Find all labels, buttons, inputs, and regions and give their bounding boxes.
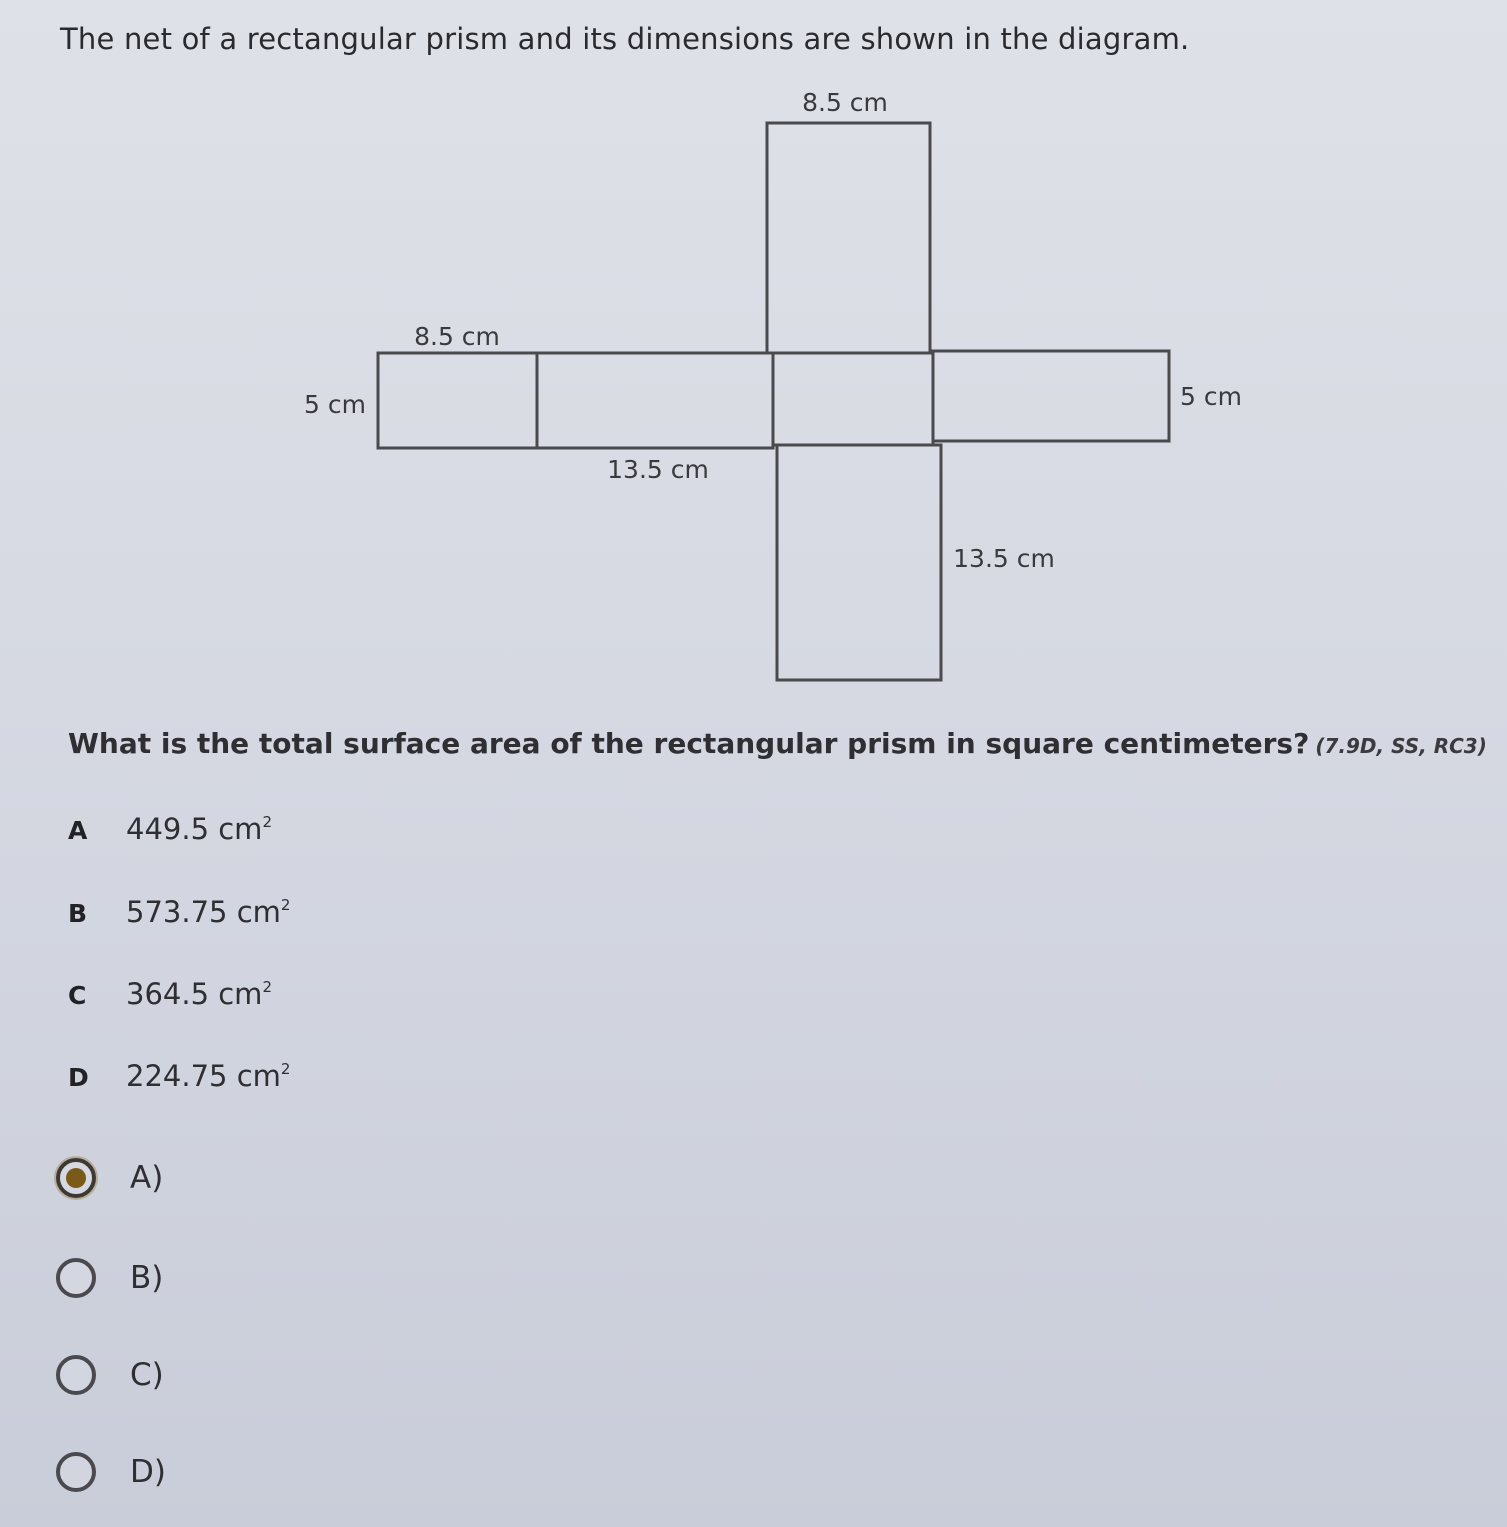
choice-b: [68, 895, 290, 929]
radio-button[interactable]: [56, 1452, 96, 1492]
prism-net-diagram: [0, 0, 1507, 704]
choice-value: 224.75 $cm^2$: [126, 1059, 291, 1093]
answer-option-a[interactable]: [56, 1158, 163, 1198]
label-top-width: 8.5 cm: [802, 88, 888, 117]
choice-letter: D: [68, 1063, 89, 1092]
choice-value: 573.75 $cm^2$: [126, 895, 291, 929]
radio-button[interactable]: [56, 1258, 96, 1298]
choice-letter: B: [68, 899, 88, 928]
net-face-left-end: [378, 353, 537, 448]
answer-option-label: D): [130, 1454, 166, 1490]
question-text: [68, 727, 1487, 760]
answer-option-b[interactable]: [56, 1258, 163, 1298]
net-face-left-side: [537, 353, 773, 448]
radio-button-selected[interactable]: [56, 1158, 96, 1198]
radio-button[interactable]: [56, 1355, 96, 1395]
answer-option-label: C): [130, 1357, 164, 1393]
net-face-center: [773, 353, 933, 445]
choice-a: [68, 812, 272, 846]
net-face-bottom: [777, 445, 941, 680]
answer-option-label: B): [130, 1260, 164, 1296]
answer-option-label: A): [130, 1160, 164, 1196]
choice-c: [68, 977, 272, 1011]
net-face-top: [767, 123, 930, 353]
question-prompt: The net of a rectangular prism and its dimensions are shown in the diagram.: [60, 22, 1190, 56]
label-bottom-length: 13.5 cm: [953, 544, 1055, 573]
label-right-height: 5 cm: [1180, 382, 1242, 411]
answer-option-d[interactable]: [56, 1452, 166, 1492]
choice-letter: A: [68, 816, 88, 845]
choice-value: 364.5 $cm^2$: [126, 977, 272, 1011]
label-middle-length: 13.5 cm: [607, 455, 709, 484]
net-face-right-side: [933, 351, 1169, 441]
radio-dot-icon: [66, 1168, 86, 1188]
label-left-height: 5 cm: [304, 390, 366, 419]
prism-net-svg: [0, 0, 1507, 700]
choice-value: 449.5 $cm^2$: [126, 812, 272, 846]
question-body: What is the total surface area of the rectangular prism in square centimeters?: [68, 727, 1310, 760]
choice-d: [68, 1059, 290, 1093]
question-standards: (7.9D, SS, RC3): [1315, 734, 1487, 758]
label-left-width: 8.5 cm: [414, 322, 500, 351]
choice-letter: C: [68, 981, 87, 1010]
answer-option-c[interactable]: [56, 1355, 164, 1395]
